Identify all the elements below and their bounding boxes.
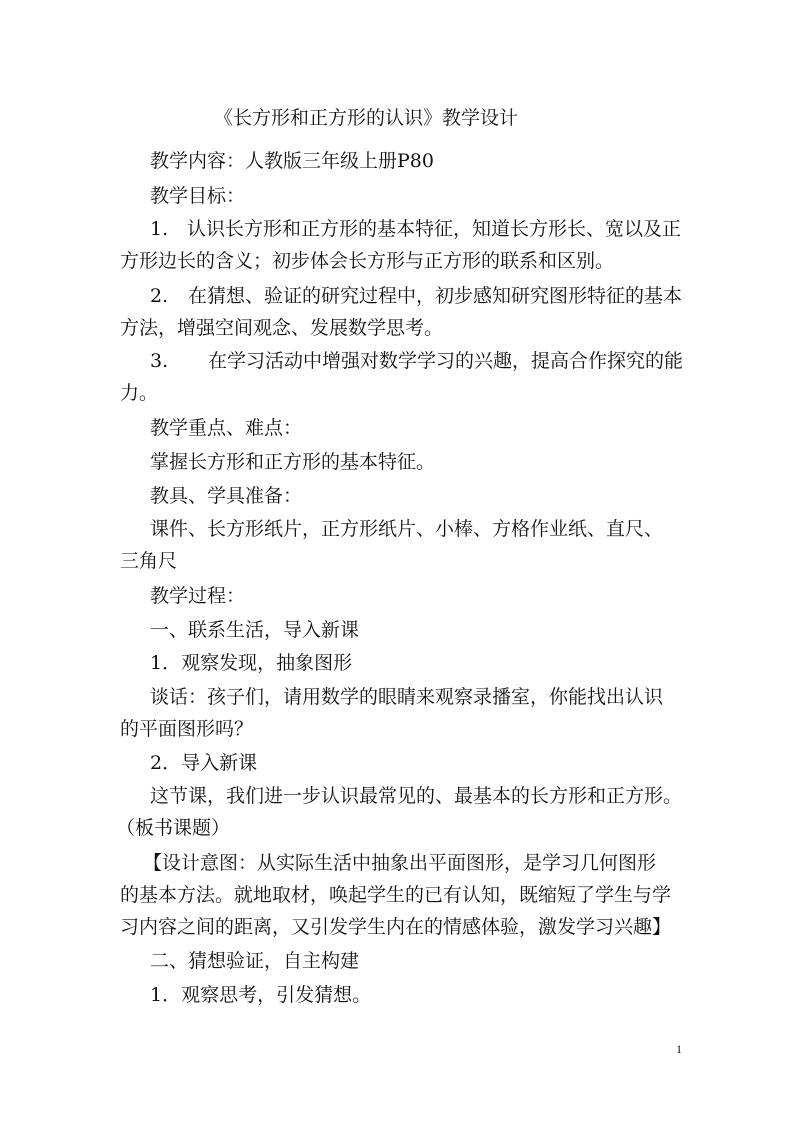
objective-3-cont: 力。 [120, 382, 159, 404]
design-intent-line-1: 【设计意图：从实际生活中抽象出平面图形，是学习几何图形 [143, 852, 657, 874]
document-title: 《长方形和正方形的认识》教学设计 [214, 107, 519, 129]
objective-1 [150, 216, 794, 242]
objective-1-cont: 方形边长的含义；初步体会长方形与正方形的联系和区别。 [120, 250, 615, 272]
design-intent-line-3: 习内容之间的距离，又引发学生内在的情感体验，激发学习兴趣】 [120, 916, 672, 938]
key-points-heading: 教学重点、难点： [150, 417, 303, 439]
tools-heading: 教具、学具准备： [150, 485, 303, 507]
objective-1-number: 1. [150, 218, 169, 240]
objective-1-text: 认识长方形和正方形的基本特征，知道长方形长、宽以及正 [187, 218, 682, 240]
intro-line-1: 这节课，我们进一步认识最常见的、最基本的长方形和正方形。 [150, 785, 683, 807]
step-1-2: 2．导入新课 [150, 752, 258, 774]
intro-line-2: （板书课题） [116, 817, 231, 839]
process-heading: 教学过程： [150, 585, 246, 607]
section-2-heading: 二、猜想验证，自主构建 [150, 950, 360, 972]
objective-2-number: 2. [150, 285, 169, 307]
step-2-1: 1．观察思考，引发猜想。 [150, 984, 372, 1006]
objective-3-text: 在学习活动中增强对数学学习的兴趣，提高合作探究的能 [208, 350, 684, 372]
section-1-heading: 一、联系生活，导入新课 [150, 619, 360, 641]
key-points-text: 掌握长方形和正方形的基本特征。 [150, 451, 436, 473]
talk-line-1: 谈话：孩子们，请用数学的眼睛来观察录播室，你能找出认识 [150, 686, 664, 708]
objective-2-cont: 方法，增强空间观念、发展数学思考。 [120, 317, 444, 339]
objective-3-number: 3. [150, 350, 169, 372]
talk-line-2: 的平面图形吗？ [120, 718, 254, 740]
page-number: 1 [676, 1042, 682, 1056]
step-1-1: 1．观察发现，抽象图形 [150, 652, 353, 674]
objectives-heading: 教学目标： [150, 185, 246, 207]
design-intent-line-2: 的基本方法。就地取材，唤起学生的已有认知，既缩短了学生与学 [120, 884, 672, 906]
objective-2-text: 在猜想、验证的研究过程中，初步感知研究图形特征的基本 [188, 285, 683, 307]
tools-line-2: 三角尺 [120, 550, 178, 572]
objective-3 [150, 348, 794, 374]
tools-line-1: 课件、长方形纸片，正方形纸片、小棒、方格作业纸、直尺、 [150, 518, 664, 540]
content-line: 教学内容：人教版三年级上册P80 [150, 150, 434, 172]
objective-2 [150, 283, 794, 309]
